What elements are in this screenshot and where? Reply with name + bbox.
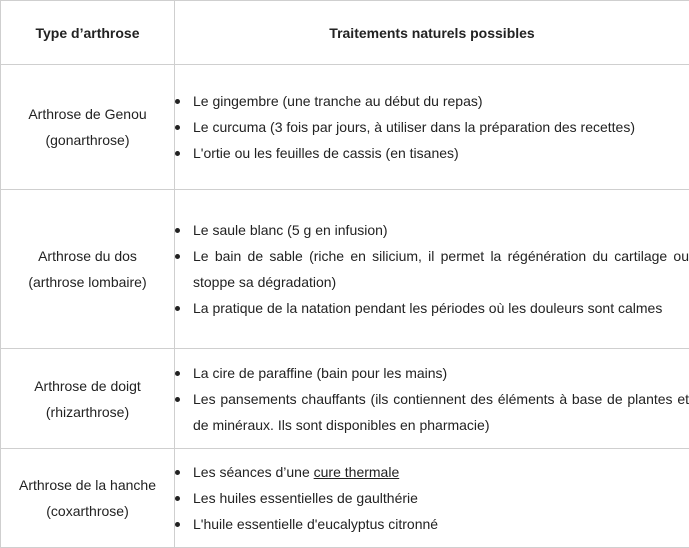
list-item — [175, 360, 689, 386]
list-item — [175, 88, 689, 114]
arthrosis-type-name: Arthrose de Genou — [1, 101, 174, 127]
bullet-icon — [175, 496, 180, 501]
bullet-icon — [175, 125, 180, 130]
arthrosis-type-cell — [1, 65, 175, 190]
arthrosis-type-cell — [1, 349, 175, 449]
arthrosis-type-medical: (gonarthrose) — [1, 127, 174, 153]
bullet-icon — [175, 228, 180, 233]
treatment-text: Les pansements chauffants (ils contiennent des éléments à base de plantes et de minéraux. Ils sont disponibles en pharmacie) — [193, 391, 689, 433]
header-row — [1, 1, 689, 65]
treatment-text: L'ortie ou les feuilles de cassis (en tisanes) — [193, 145, 459, 161]
treatment-text: Les huiles essentielles de gaulthérie — [193, 490, 418, 506]
treatments-list — [175, 459, 689, 537]
bullet-icon — [175, 151, 180, 156]
treatment-text: Le gingembre (une tranche au début du repas) — [193, 93, 483, 109]
arthrosis-type-medical: (coxarthrose) — [1, 498, 174, 524]
treatments-cell — [175, 190, 689, 349]
bullet-icon — [175, 371, 180, 376]
arthrosis-type-cell — [1, 449, 175, 548]
bullet-icon — [175, 397, 180, 402]
arthrosis-type-cell — [1, 190, 175, 349]
arthrosis-type-name: Arthrose de doigt — [1, 373, 174, 399]
treatments-cell — [175, 349, 689, 449]
treatments-list — [175, 88, 689, 166]
list-item — [175, 459, 689, 485]
bullet-icon — [175, 99, 180, 104]
treatments-cell — [175, 449, 689, 548]
arthrosis-type-medical: (arthrose lombaire) — [1, 269, 174, 295]
arthrosis-type-medical: (rhizarthrose) — [1, 399, 174, 425]
bullet-icon — [175, 306, 180, 311]
treatment-text: Les séances d’une — [193, 464, 314, 480]
list-item — [175, 243, 689, 295]
list-item — [175, 485, 689, 511]
bullet-icon — [175, 522, 180, 527]
list-item — [175, 386, 689, 438]
treatments-list — [175, 217, 689, 321]
list-item — [175, 511, 689, 537]
bullet-icon — [175, 470, 180, 475]
bullet-icon — [175, 254, 180, 259]
arthrosis-type-name: Arthrose du dos — [1, 243, 174, 269]
treatment-text: L'huile essentielle d'eucalyptus citronné — [193, 516, 438, 532]
treatments-list — [175, 360, 689, 438]
list-item — [175, 295, 689, 321]
treatment-text: Le bain de sable (riche en silicium, il permet la régénération du cartilage ou stoppe sa dégradation) — [193, 248, 689, 290]
table-row — [1, 190, 689, 349]
arthrosis-type-name: Arthrose de la hanche — [1, 472, 174, 498]
treatment-text: La cire de paraffine (bain pour les mains) — [193, 365, 447, 381]
header-treatments: Traitements naturels possibles — [175, 1, 689, 65]
cure-thermale-link[interactable]: cure thermale — [314, 464, 400, 480]
table-row — [1, 65, 689, 190]
treatments-cell — [175, 65, 689, 190]
treatment-text: Le curcuma (3 fois par jours, à utiliser dans la préparation des recettes) — [193, 119, 635, 135]
table-row — [1, 449, 689, 548]
treatment-text: Le saule blanc (5 g en infusion) — [193, 222, 388, 238]
list-item — [175, 114, 689, 140]
list-item — [175, 140, 689, 166]
list-item — [175, 217, 689, 243]
header-type: Type d’arthrose — [1, 1, 175, 65]
table-row — [1, 349, 689, 449]
treatment-text: La pratique de la natation pendant les périodes où les douleurs sont calmes — [193, 300, 662, 316]
